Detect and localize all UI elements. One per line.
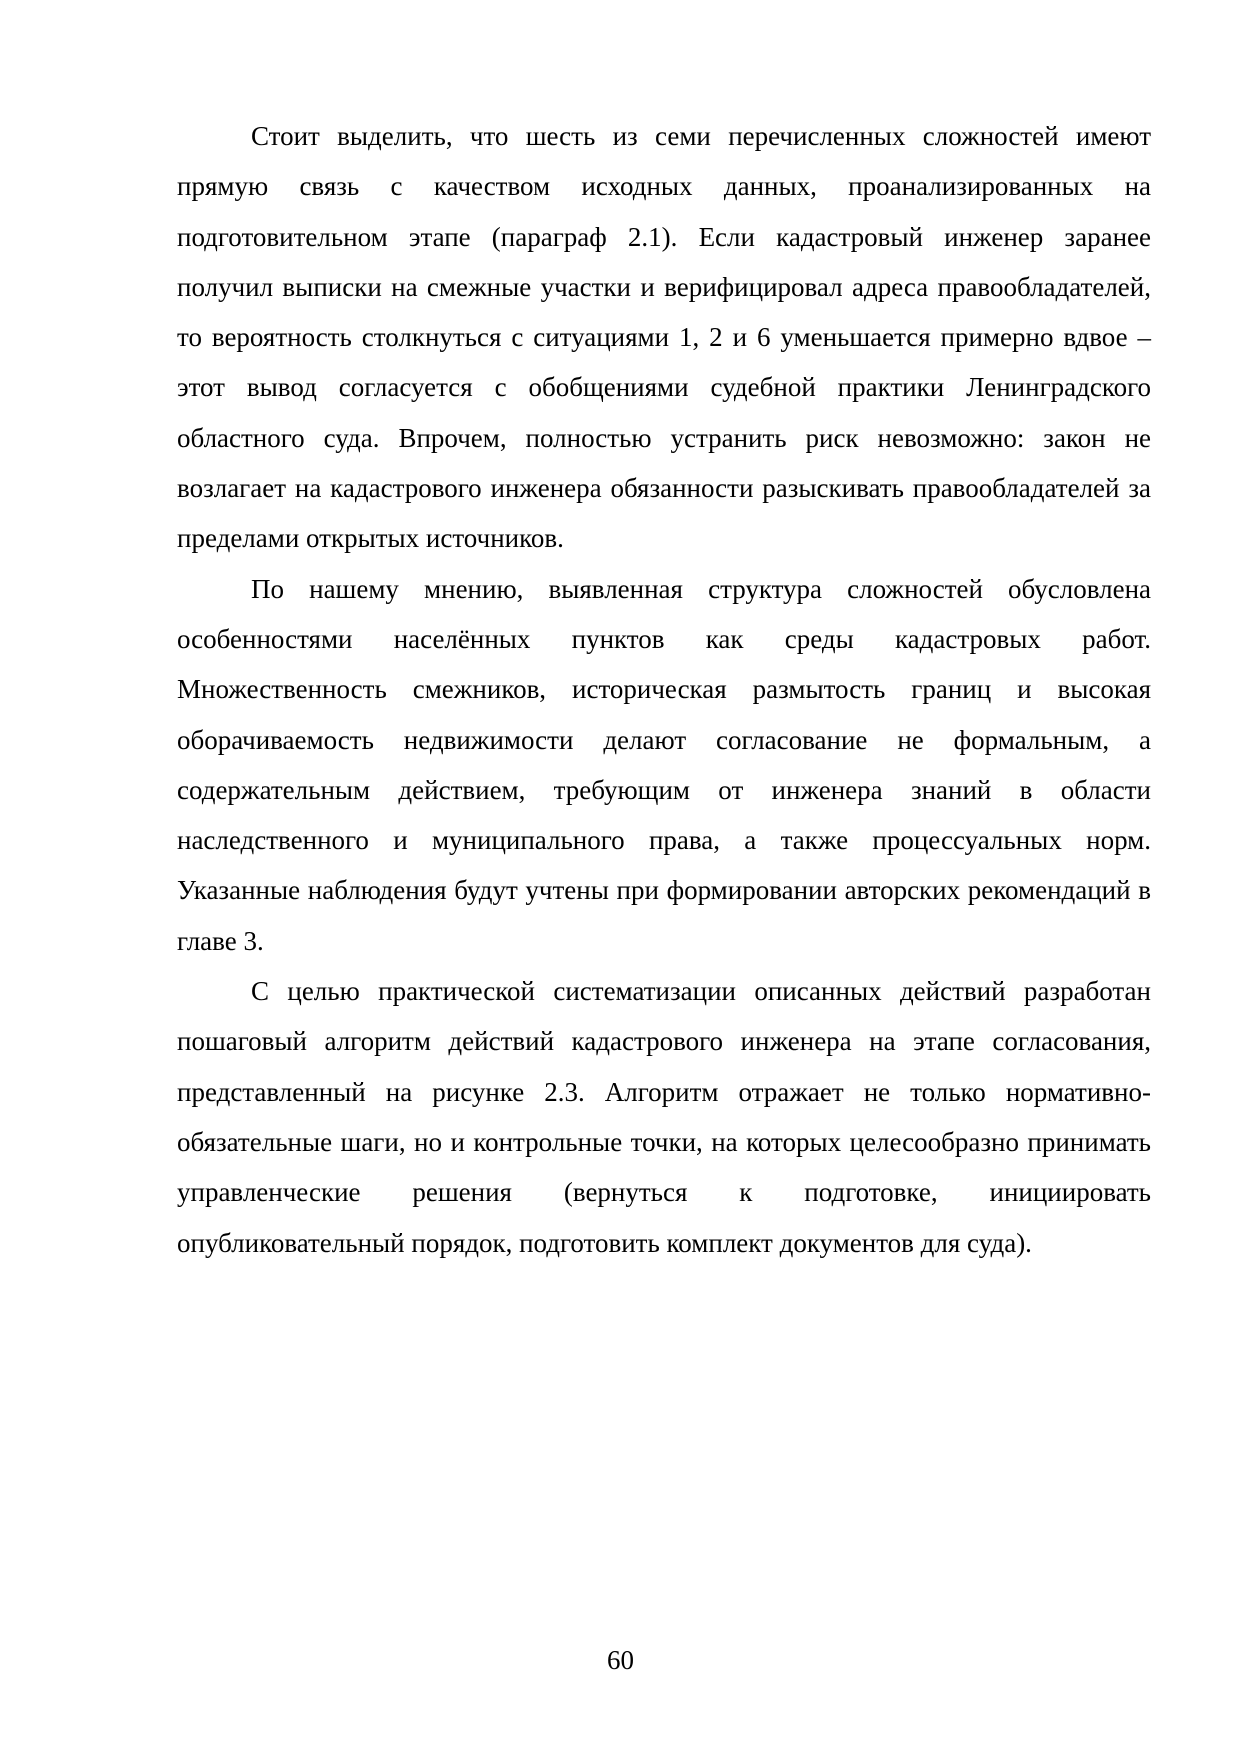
paragraph-structure-opinion: По нашему мнению, выявленная структура сложностей обусловлена особенностями населённых пунктов как среды кадастровых работ. Множественность смежников, историческая размытость границ и высокая оборачиваемость недвижимости делают согласование не формальным, а содержательным действием, требующим от инженера знаний в области наследственного и муниципального права, а также процессуальных норм. Указанные наблюдения будут учтены при формировании авторских рекомендаций в главе 3. — [177, 573, 1151, 956]
page-number: 60 — [607, 1645, 634, 1675]
body-text — [177, 111, 1151, 1268]
paragraph-algorithm: С целью практической систематизации описанных действий разработан пошаговый алгоритм действий кадастрового инженера на этапе согласования, представленный на рисунке 2.3. Алгоритм отражает не только нормативно-обязательные шаги, но и контрольные точки, на которых целесообразно принимать управленческие решения (вернуться к подготовке, инициировать опубликовательный порядок, подготовить комплект документов для суда). — [177, 976, 1151, 1258]
paragraph-findings: Стоит выделить, что шесть из семи перечисленных сложностей имеют прямую связь с качеством исходных данных, проанализированных на подготовительном этапе (параграф 2.1). Если кадастровый инженер заранее получил выписки на смежные участки и верифицировал адреса правообладателей, то вероятность столкнуться с ситуациями 1, 2 и 6 уменьшается примерно вдвое – этот вывод согласуется с обобщениями судебной практики Ленинградского областного суда. Впрочем, полностью устранить риск невозможно: закон не возлагает на кадастрового инженера обязанности разыскивать правообладателей за пределами открытых источников. — [177, 121, 1151, 554]
